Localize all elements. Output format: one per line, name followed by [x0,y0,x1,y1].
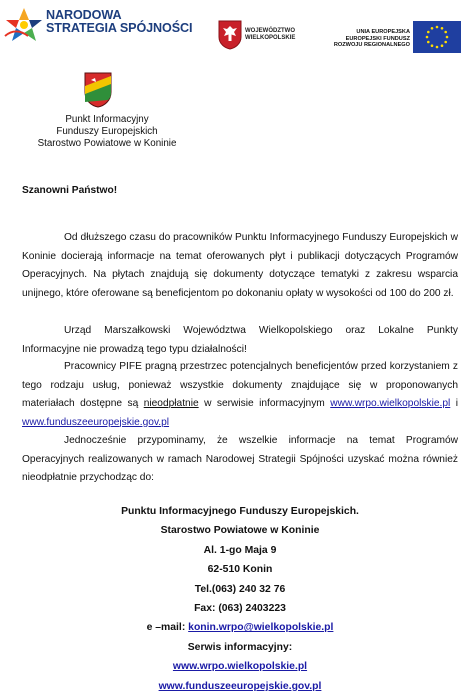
contact-fax: Fax: (063) 2403223 [194,603,286,615]
nss-logo-text [46,9,192,35]
email-link[interactable]: konin.wrpo@wielkopolskie.pl [188,622,334,634]
wrpo-link[interactable]: www.wrpo.wielkopolskie.pl [330,398,451,409]
ue-line2: EUROPEJSKI FUNDUSZ [345,35,410,42]
paragraph-1: Od dłuższego czasu do pracowników Punktu Informacyjnego Funduszy Europejskich w Koninie docierają informacje na temat oferowanych płyt i publikacji dotyczących Programów Operacyjnych. Na płytach znajdują się dokumenty dotyczące tematyki z zakresu wsparcia unijnego, które oferowane są beneficjentom po dokonaniu opłaty w wysokości od 100 do 200 zł. [22,232,458,299]
paragraph-3-separator: i [450,398,458,409]
contact-tel: Tel.(063) 240 32 76 [194,583,286,595]
paragraph-3 [22,358,458,432]
service-row-1 [22,657,458,676]
office-line1: Punkt Informacyjny [65,114,149,125]
fundusze-link[interactable]: www.funduszeeuropejskie.gov.pl [22,416,170,428]
contact-street: Al. 1-go Maja 9 [203,544,277,556]
contact-org: Starostwo Powiatowe w Koninie [160,525,320,537]
email-label: e –mail: [146,622,189,634]
nss-logo-icon [4,6,44,46]
paragraph-3-underlined: nieodpłatnie [143,398,199,409]
nss-line1: NARODOWA [46,8,122,22]
office-header [22,114,192,150]
contact-block [22,502,458,696]
paragraph-4: Jednocześnie przypominamy, że wszelkie informacje na temat Programów Operacyjnych realizowanych w ramach Narodowej Strategii Spójności uzyskać można również nieodpłatnie przychodząc do: [22,435,458,483]
services-label: Serwis informacyjny: [187,641,293,653]
konin-county-crest-icon [84,72,112,108]
contact-email-row [22,618,458,637]
wielkopolska-crest-icon [218,20,242,50]
contact-city: 62-510 Konin [207,564,273,576]
eu-flag-icon [413,21,461,53]
ue-line3: ROZWOJU REGIONALNEGO [333,42,410,48]
wlkp-logo-text [245,28,295,42]
ue-line1: UNIA EUROPEJSKA [356,29,410,35]
wlkp-line2: WIELKOPOLSKIE [245,35,296,41]
paragraph-3-text-b: w serwisie informacyjnym [198,398,331,409]
service-link-wrpo[interactable]: www.wrpo.wielkopolskie.pl [172,661,308,673]
contact-name: Punktu Informacyjnego Funduszy Europejskich. [121,506,359,517]
paragraph-2: Urząd Marszałkowski Województwa Wielkopolskiego oraz Lokalne Punkty Informacyjne nie prowadzą tego typu działalności! [22,325,458,355]
wlkp-line1: WOJEWÓDZTWO [245,28,295,34]
paragraph-3-text-a: Pracownicy PIFE pragną przestrzec potencjalnych beneficjentów przed korzystaniem z tego rodzaju usług, ponieważ wszystkie dokumenty znajdujące się w proponowanych materiałach dostępne są [22,361,458,409]
nss-line2: STRATEGIA SPÓJNOŚCI [46,21,193,35]
eu-logo-text [320,29,410,49]
service-row-2 [22,677,458,696]
greeting: Szanowni Państwo! [22,185,118,196]
office-line3: Starostwo Powiatowe w Koninie [37,138,177,149]
service-link-fundusze[interactable]: www.funduszeeuropejskie.gov.pl [158,680,322,692]
office-line2: Funduszy Europejskich [56,126,158,137]
